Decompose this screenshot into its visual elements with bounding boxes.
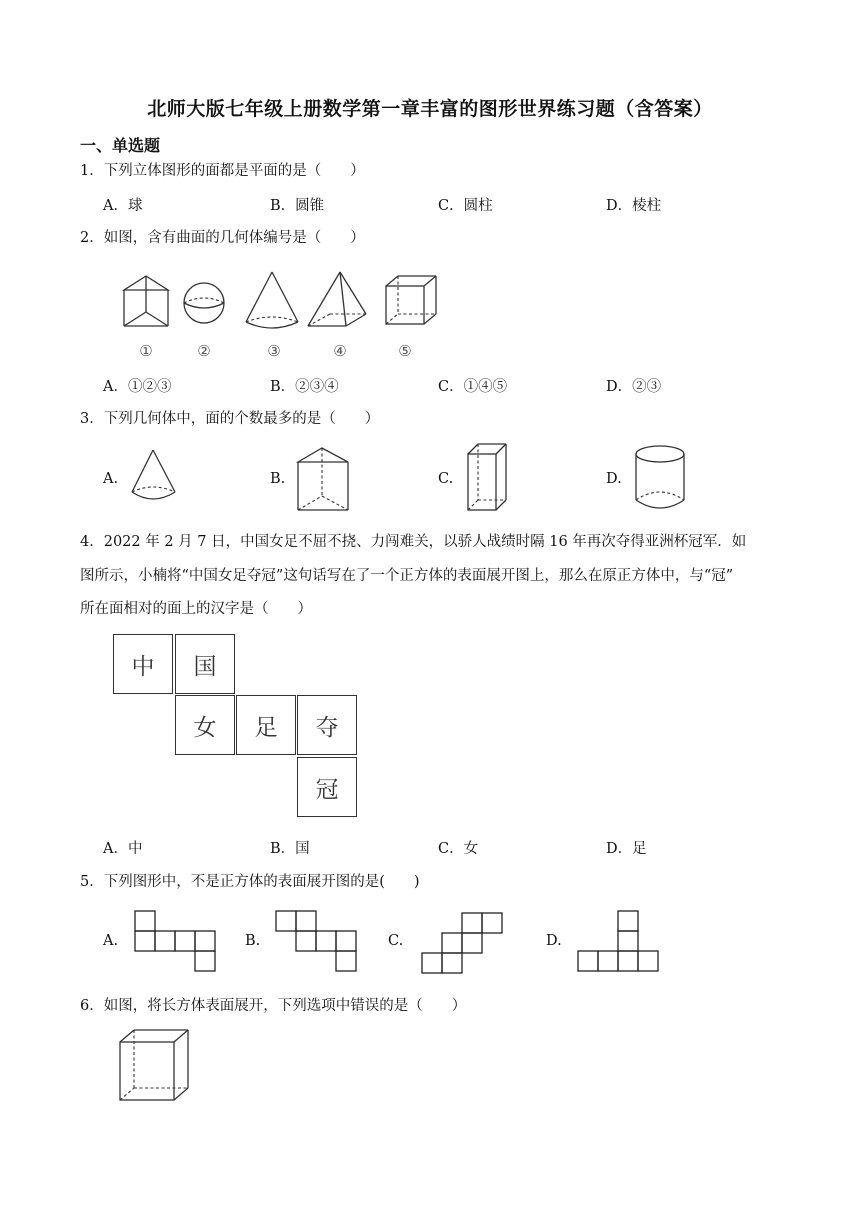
q3-cuboid-figure[interactable] [466,442,510,514]
page-title: 北师大版七年级上册数学第一章丰富的图形世界练习题（含答案） [147,98,713,120]
q3-cylinder-figure[interactable] [634,444,690,514]
q5-option-a[interactable]: A. [103,933,119,949]
section-heading: 一、单选题 [80,136,161,155]
question-4-stem-line-1: 4．2022 年 2 月 7 日，中国女足不屈不挠、力闯难关，以骄人战绩时隔 16 年再次夺得亚洲杯冠军．如 [80,534,747,550]
q5-net-b-figure[interactable] [275,910,359,974]
q3-option-a[interactable]: A. [103,471,119,487]
cube-solid [386,276,436,324]
q4-option-c[interactable]: C．女 [438,841,479,857]
q5-option-d[interactable]: D. [546,933,562,949]
question-2-stem: 2．如图，含有曲面的几何体编号是（ ） [80,230,365,246]
net-cell-duo: 夺 [297,695,357,755]
q2-option-a[interactable]: A．①②③ [103,379,172,395]
net-cell-zu: 足 [236,695,296,755]
net-cell-guo: 国 [175,634,235,694]
q5-net-a-figure[interactable] [134,910,218,974]
q1-option-a[interactable]: A．球 [103,198,143,214]
figure-label-5: ⑤ [398,342,412,360]
question-4-stem-line-3: 所在面相对的面上的汉字是（ ） [80,601,312,617]
q1-option-d[interactable]: D．棱柱 [606,198,662,214]
q4-option-b[interactable]: B．国 [270,841,310,857]
question-1-stem: 1．下列立体图形的面都是平面的是（ ） [80,163,365,179]
q5-net-c-figure[interactable] [421,912,505,976]
q2-solids-figure [110,270,450,365]
net-cell-nv: 女 [175,695,235,755]
net-cell-zhong: 中 [113,634,173,694]
q1-option-b[interactable]: B．圆锥 [270,198,325,214]
q1-option-c[interactable]: C．圆柱 [438,198,493,214]
pyramid-solid [308,272,366,326]
question-3-stem: 3．下列几何体中，面的个数最多的是（ ） [80,411,380,427]
net-cell-guan: 冠 [297,757,357,817]
q3-triangular-prism-figure[interactable] [296,446,356,514]
figure-label-3: ③ [267,342,281,360]
figure-label-2: ② [197,342,211,360]
q3-option-d[interactable]: D. [606,471,622,487]
q5-net-d-figure[interactable] [577,910,661,974]
figure-label-1: ① [139,342,153,360]
q4-option-d[interactable]: D．足 [606,841,647,857]
q5-option-c[interactable]: C. [388,933,404,949]
q3-cone-figure[interactable] [128,448,188,508]
q3-option-b[interactable]: B. [270,471,286,487]
q3-option-c[interactable]: C. [438,471,454,487]
question-4-stem-line-2: 图所示，小楠将“中国女足夺冠”这句话写在了一个正方体的表面展开图上，那么在原正方体中，与“冠” [80,568,734,584]
q2-option-d[interactable]: D．②③ [606,379,662,395]
q6-cuboid-figure [118,1028,192,1104]
q4-option-a[interactable]: A．中 [103,841,143,857]
q2-option-c[interactable]: C．①④⑤ [438,379,508,395]
figure-label-4: ④ [333,342,347,360]
cone-solid [246,272,298,328]
q5-option-b[interactable]: B. [245,933,261,949]
sphere-solid [184,283,224,323]
triangular-prism-solid [124,276,168,326]
question-5-stem: 5．下列图形中，不是正方体的表面展开图的是( ) [80,874,420,890]
question-6-stem: 6．如图，将长方体表面展开，下列选项中错误的是（ ） [80,998,467,1014]
q2-option-b[interactable]: B．②③④ [270,379,339,395]
